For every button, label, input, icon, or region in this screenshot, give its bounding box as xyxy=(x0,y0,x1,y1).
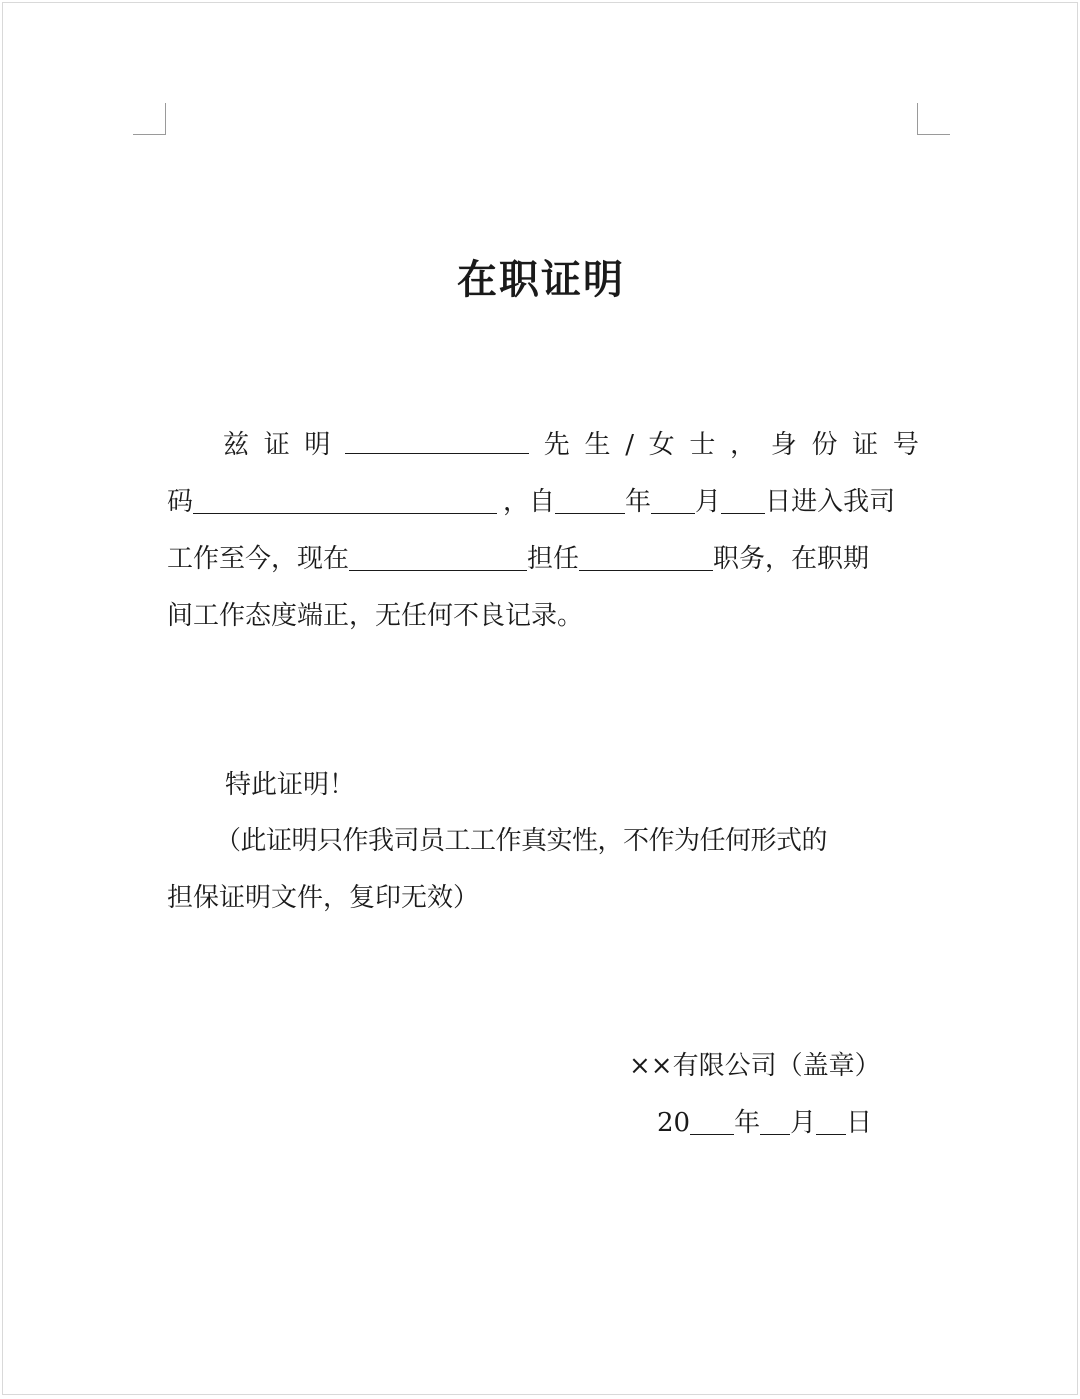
text-comma: ， xyxy=(730,430,757,460)
corner-crop-mark-top-right xyxy=(917,103,950,135)
text-ci: 兹 xyxy=(223,430,250,460)
text-shi: 士 xyxy=(689,430,716,460)
text-zheng2: 证 xyxy=(852,430,879,460)
text-shen: 身 xyxy=(770,430,797,460)
position-blank[interactable] xyxy=(579,542,713,571)
sign-day-blank[interactable] xyxy=(816,1106,846,1135)
start-day-blank[interactable] xyxy=(721,485,765,514)
start-year-blank[interactable] xyxy=(555,485,625,514)
text-ming: 明 xyxy=(304,430,331,460)
name-blank[interactable] xyxy=(345,425,529,454)
text-sign-year: 年 xyxy=(734,1108,761,1138)
sign-year-blank[interactable] xyxy=(690,1106,734,1135)
corner-crop-mark-top-left xyxy=(133,103,166,135)
text-zheng: 证 xyxy=(263,430,290,460)
text-hao: 号 xyxy=(892,430,919,460)
text-comma-from: ，自 xyxy=(503,487,556,517)
text-day-joined: 日进入我司 xyxy=(765,487,896,517)
text-sign-day: 日 xyxy=(846,1108,873,1138)
body-line-4 xyxy=(167,596,919,636)
text-fen: 份 xyxy=(811,430,838,460)
note-line-2 xyxy=(167,878,919,918)
document-page xyxy=(2,2,1078,1395)
note-line-1 xyxy=(167,821,919,861)
document-title: 在职证明 xyxy=(457,256,625,303)
text-work-until-now: 工作至今，现在 xyxy=(167,544,350,574)
closing-line xyxy=(167,765,919,805)
text-conduct: 间工作态度端正，无任何不良记录。 xyxy=(167,601,584,631)
text-company: ××有限公司（盖章） xyxy=(629,1051,881,1081)
text-slash: / xyxy=(625,430,634,460)
text-ma: 码 xyxy=(167,487,194,517)
start-month-blank[interactable] xyxy=(651,485,695,514)
text-serve-as: 担任 xyxy=(527,544,580,574)
body-line-1 xyxy=(167,425,919,465)
id-number-blank[interactable] xyxy=(193,485,497,514)
text-year: 年 xyxy=(625,487,652,517)
text-nv: 女 xyxy=(648,430,675,460)
text-certify: 特此证明！ xyxy=(225,770,356,800)
company-seal-line xyxy=(629,1046,881,1086)
text-sheng: 生 xyxy=(584,430,611,460)
text-date-prefix: 20 xyxy=(657,1108,691,1138)
text-month: 月 xyxy=(695,487,722,517)
sign-month-blank[interactable] xyxy=(760,1106,790,1135)
text-xian: 先 xyxy=(543,430,570,460)
text-sign-month: 月 xyxy=(790,1108,817,1138)
body-line-3 xyxy=(167,539,919,579)
department-blank[interactable] xyxy=(349,542,527,571)
body-line-2 xyxy=(167,482,919,522)
text-duty: 职务，在职期 xyxy=(713,544,870,574)
text-note-2: 担保证明文件，复印无效） xyxy=(167,883,480,913)
signature-date xyxy=(657,1103,872,1143)
text-note-1: （此证明只作我司员工工作真实性，不作为任何形式的 xyxy=(215,826,828,856)
